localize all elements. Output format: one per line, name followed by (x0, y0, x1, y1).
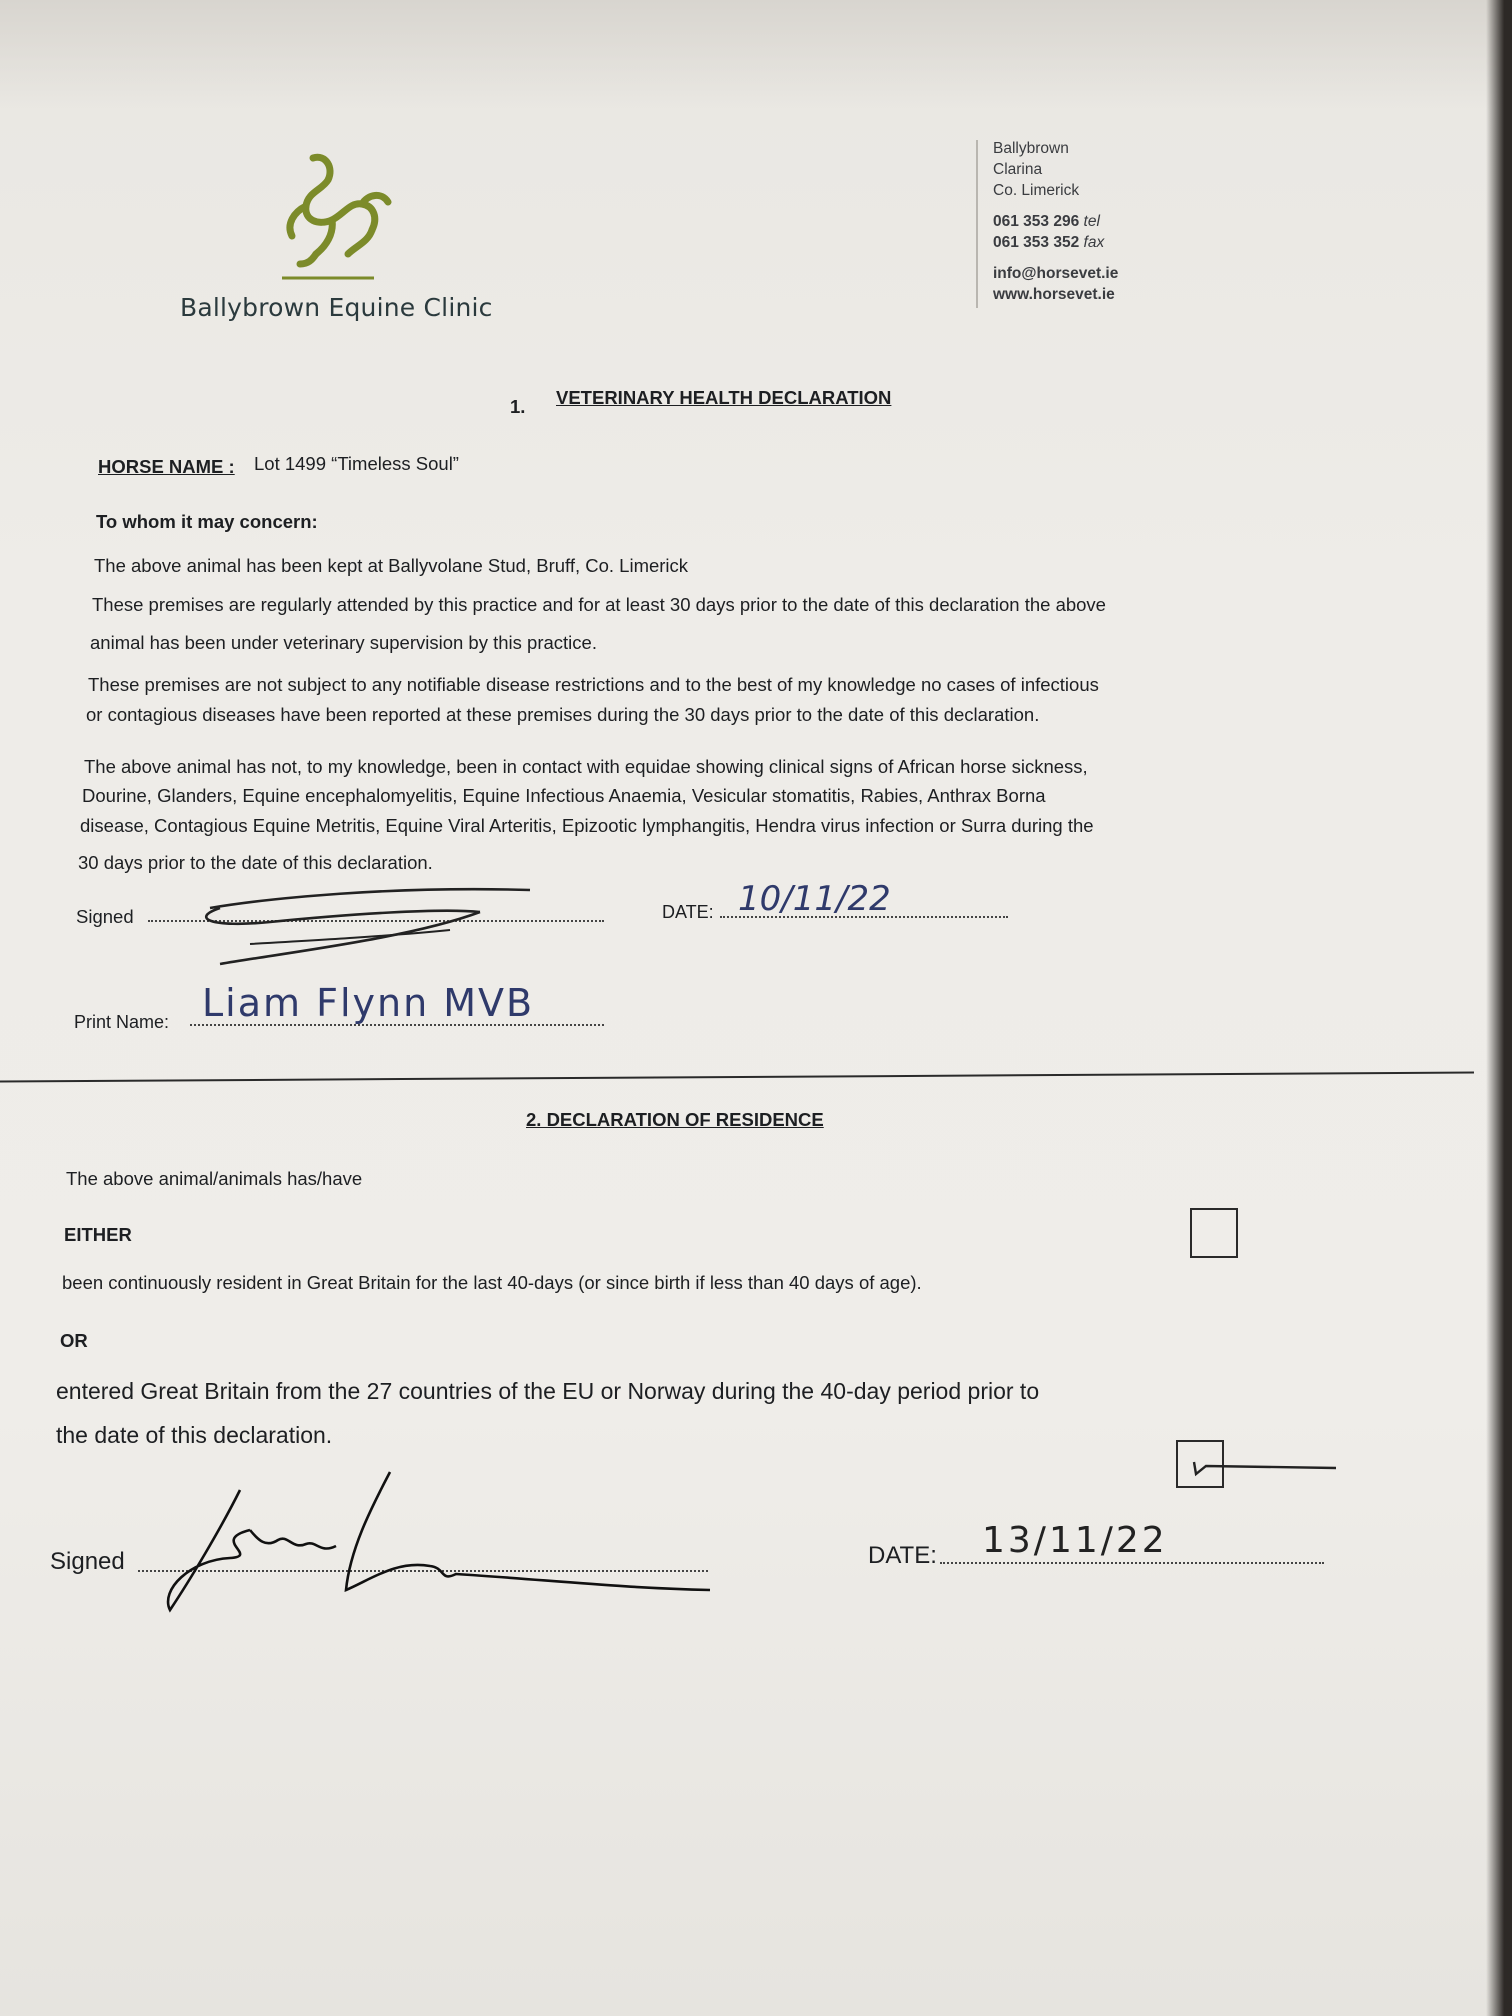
email-link[interactable]: info@horsevet.ie (993, 265, 1119, 282)
paragraph-3-line-1: These premises are not subject to any notifiable disease restrictions and to the best of my knowledge no cases of infectious (88, 674, 1099, 695)
salutation: To whom it may concern: (96, 511, 318, 532)
date-handwritten-1 (730, 876, 980, 920)
paragraph-4-line-3: disease, Contagious Equine Metritis, Equine Viral Arteritis, Epizootic lymphangitis, Hendra virus infection or Surra during the (80, 815, 1094, 836)
paragraph-4-line-1: The above animal has not, to my knowledge, been in contact with equidae showing clinical signs of African horse sickness, (84, 756, 1088, 777)
print-name-label: Print Name: (74, 1012, 170, 1032)
fax-line: 061 353 352 fax (993, 234, 1105, 251)
owner-signature (150, 1470, 730, 1620)
header-divider (976, 140, 978, 308)
address-line-3: Co. Limerick (993, 182, 1080, 199)
website-link[interactable]: www.horsevet.ie (993, 286, 1115, 303)
address-line-2: Clarina (993, 161, 1043, 178)
or-label: OR (60, 1330, 88, 1351)
option1-text: been continuously resident in Great Britain for the last 40-days (or since birth if less than 40 days of age). (62, 1272, 922, 1293)
option2-line-1: entered Great Britain from the 27 countries of the EU or Norway during the 40-day period prior to (56, 1378, 1040, 1404)
phone-line: 061 353 296 tel (993, 213, 1100, 230)
paragraph-1: The above animal has been kept at Ballyvolane Stud, Bruff, Co. Limerick (94, 555, 689, 576)
either-label: EITHER (64, 1224, 132, 1245)
date-label-1: DATE: (662, 902, 714, 922)
signed-label-1: Signed (76, 906, 134, 927)
option2-tick-mark (1186, 1448, 1346, 1488)
option2-line-2: the date of this declaration. (56, 1422, 333, 1448)
clinic-name: Ballybrown Equine Clinic (180, 293, 493, 322)
paragraph-2-line-1: These premises are regularly attended by this practice and for at least 30 days prior to the date of this declaration the above (92, 594, 1106, 615)
page-shadow (0, 0, 1512, 110)
svg-text:Liam Flynn MVB: Liam Flynn MVB (202, 981, 535, 1025)
residence-intro: The above animal/animals has/have (66, 1168, 363, 1189)
date-handwritten-2 (978, 1512, 1238, 1560)
horse-name-value: Lot 1499 “Timeless Soul” (254, 453, 459, 474)
svg-text:10/11/22: 10/11/22 (738, 879, 891, 919)
page-edge-shadow (1486, 0, 1512, 2016)
paragraph-3-line-2: or contagious diseases have been reported at these premises during the 30 days prior to the date of this declaration. (86, 704, 1040, 725)
section2-title: 2. DECLARATION OF RESIDENCE (526, 1109, 824, 1130)
paragraph-2-line-2: animal has been under veterinary supervision by this practice. (90, 632, 597, 653)
address-line-1: Ballybrown (993, 140, 1069, 157)
svg-text:13/11/22: 13/11/22 (982, 1520, 1168, 1560)
horse-logo-icon (278, 150, 398, 285)
date-line-2[interactable] (940, 1562, 1324, 1564)
print-name-handwritten (196, 966, 616, 1026)
paragraph-4-line-4: 30 days prior to the date of this declaration. (78, 852, 433, 873)
section1-number: 1. (510, 396, 526, 417)
clinic-contact-block (993, 138, 1118, 305)
date-label-2: DATE: (868, 1542, 937, 1569)
vet-signature (150, 878, 550, 968)
option1-checkbox[interactable] (1190, 1208, 1238, 1258)
section1-title: VETERINARY HEALTH DECLARATION (556, 387, 892, 408)
horse-name-label: HORSE NAME : (98, 456, 235, 477)
signed-label-2: Signed (50, 1548, 125, 1575)
paragraph-4-line-2: Dourine, Glanders, Equine encephalomyelitis, Equine Infectious Anaemia, Vesicular stomatitis, Rabies, Anthrax Borna (82, 785, 1046, 806)
